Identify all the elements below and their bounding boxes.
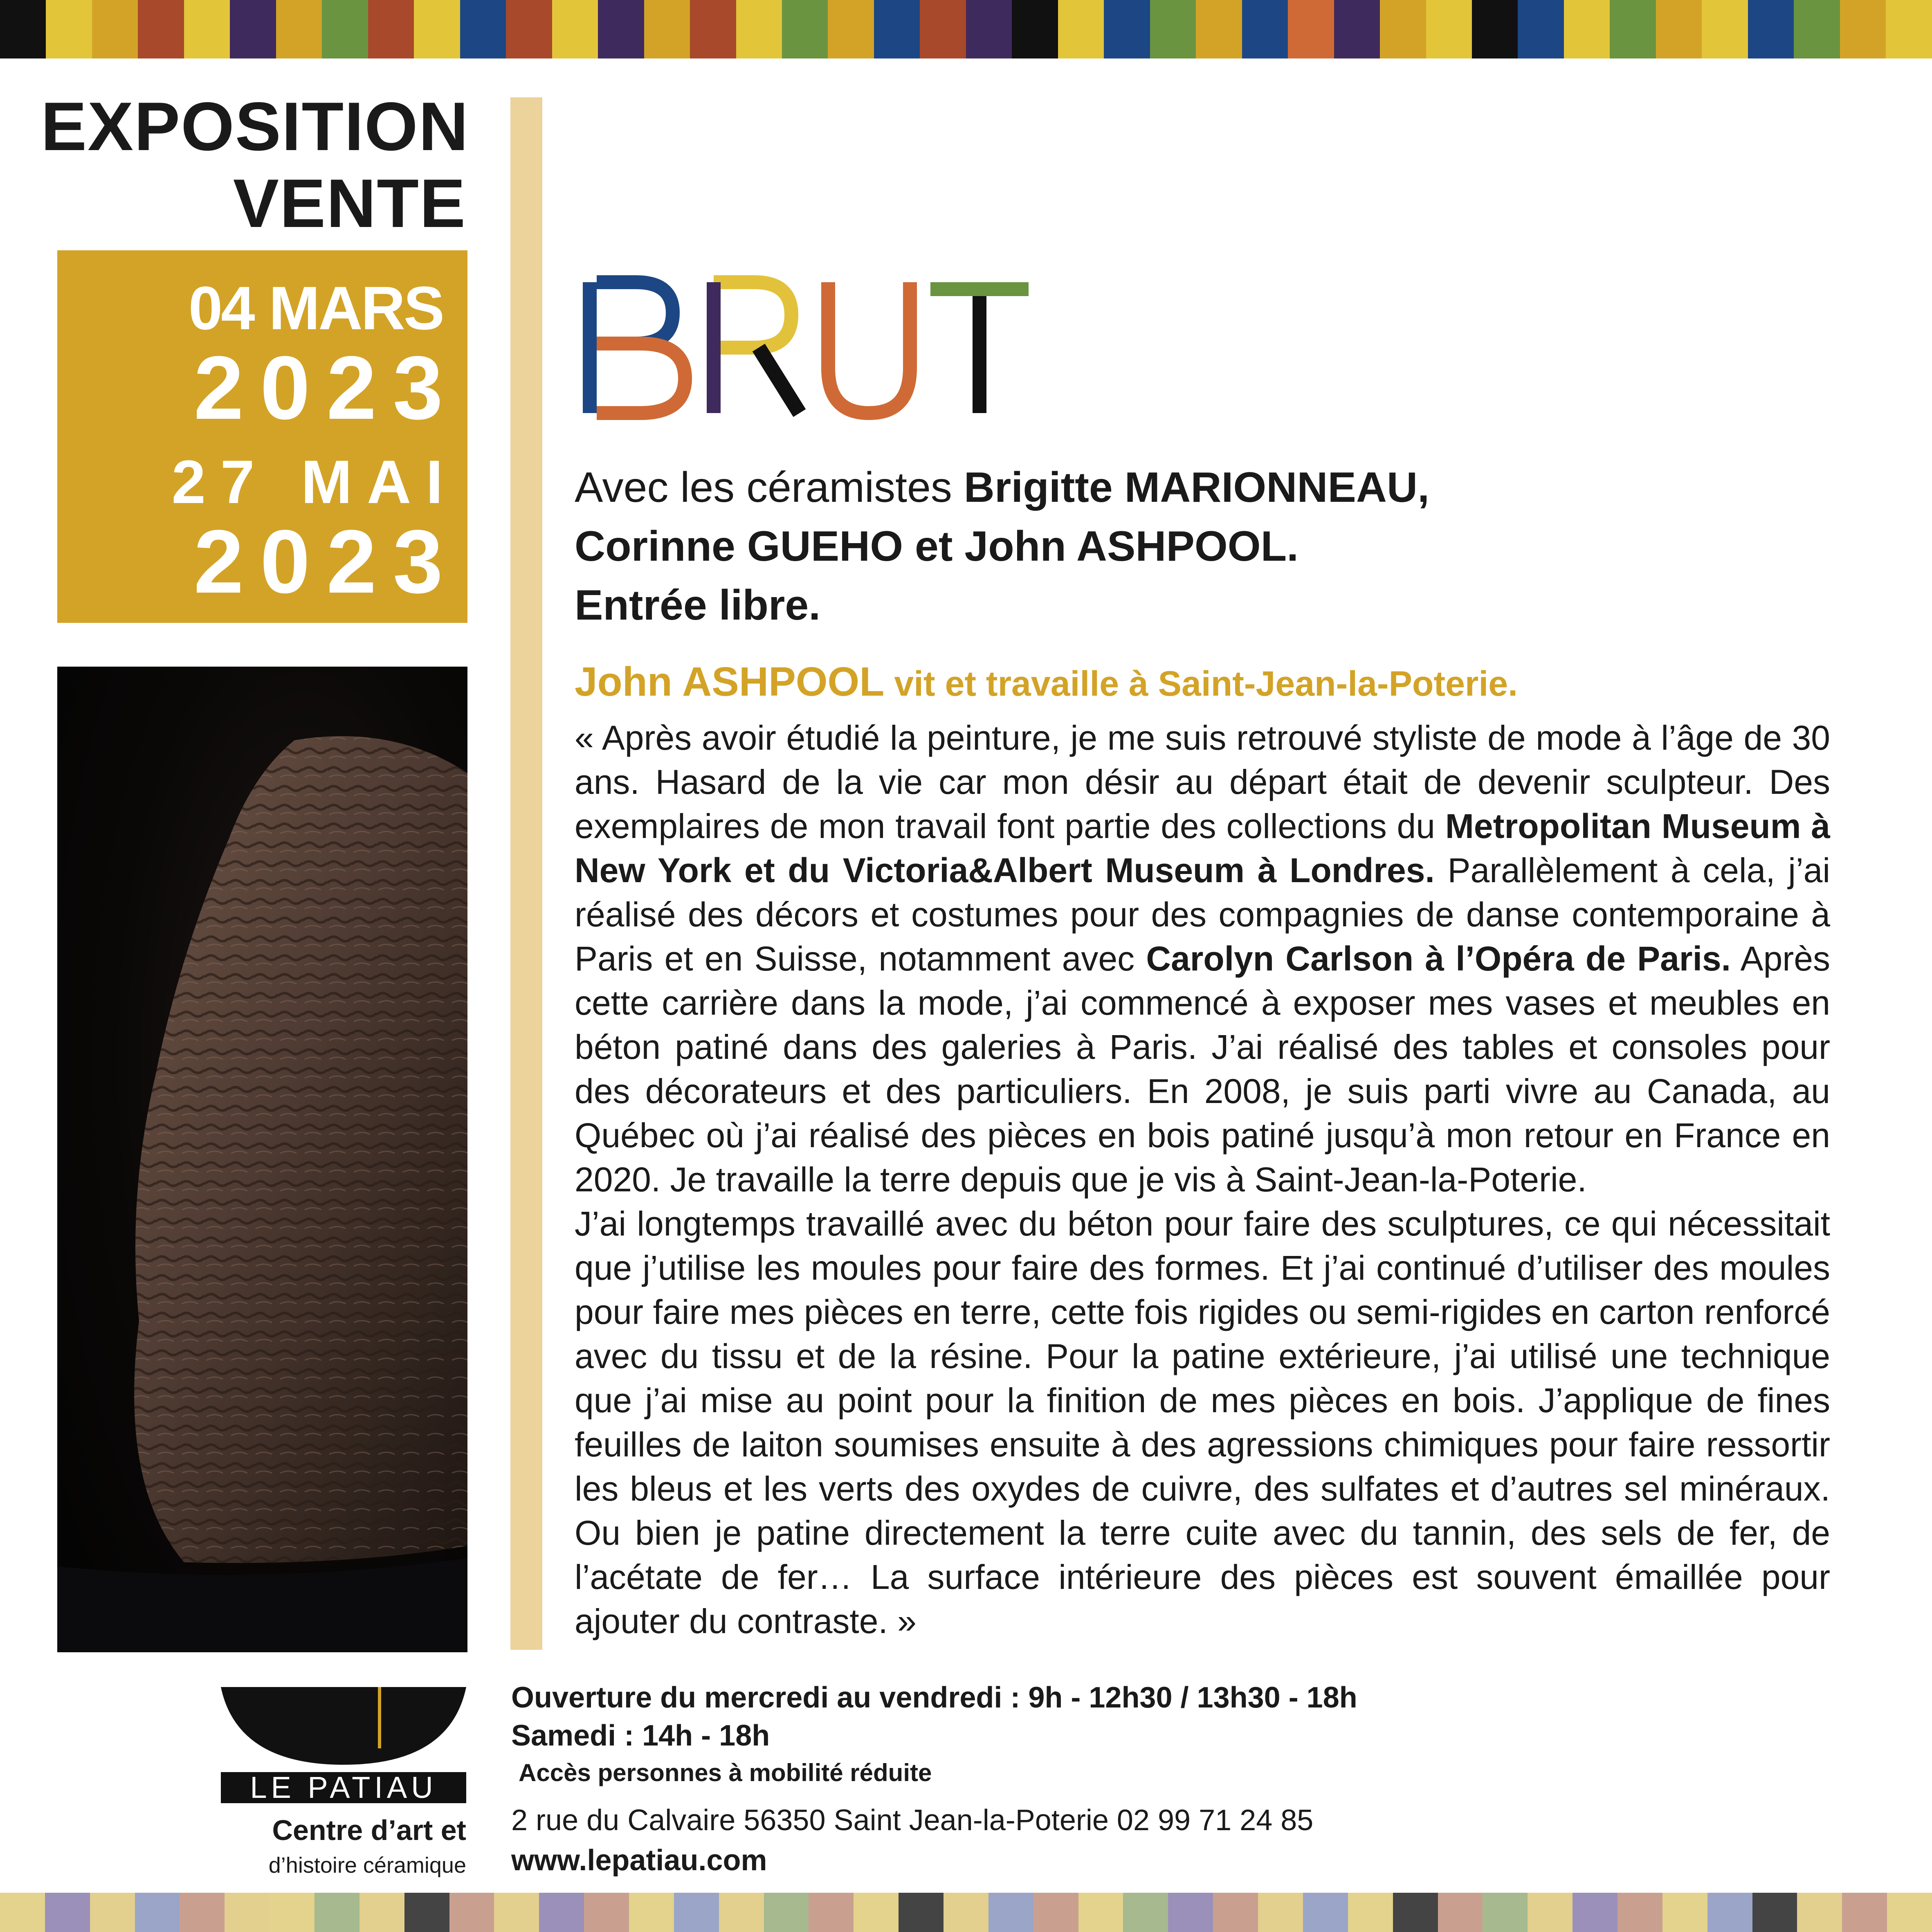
stripe-cell: [828, 0, 874, 58]
bio-p1-c: Parallèlement à cela, j’ai réalisé des décors et costumes pour des compagnies de danse contemporaine à Paris et en Suisse, notamment avec: [575, 851, 1830, 978]
stripe-cell: [1518, 0, 1564, 58]
stripe-cell: [539, 1893, 584, 1932]
sculpture-image: [57, 667, 467, 1652]
vertical-accent-bar: [510, 97, 542, 1650]
stripe-cell: [1842, 1893, 1887, 1932]
stripe-cell: [1617, 1893, 1662, 1932]
stripe-cell: [1483, 1893, 1528, 1932]
accessibility-note: Accès personnes à mobilité réduite: [519, 1759, 932, 1786]
stripe-cell: [225, 1893, 270, 1932]
exhibition-title-brut: [575, 274, 1033, 421]
opening-hours-saturday: Samedi : 14h - 18h: [511, 1719, 770, 1752]
stripe-cell: [1887, 1893, 1932, 1932]
stripe-cell: [368, 0, 414, 58]
stripe-cell: [180, 1893, 225, 1932]
stripe-cell: [598, 0, 644, 58]
end-year: 2023: [193, 511, 459, 612]
exposition-title-line2: VENTE: [233, 165, 466, 242]
stripe-cell: [1168, 1893, 1213, 1932]
stripe-cell: [690, 0, 736, 58]
stripe-cell: [1528, 1893, 1573, 1932]
address-phone: 2 rue du Calvaire 56350 Saint Jean-la-Poterie 02 99 71 24 85: [511, 1804, 1314, 1837]
stripe-cell: [1702, 0, 1748, 58]
stripe-cell: [1797, 1893, 1842, 1932]
stripe-cell: [988, 1893, 1033, 1932]
stripe-cell: [90, 1893, 135, 1932]
logo-subtitle-1: Centre d’art et: [272, 1814, 466, 1846]
stripe-cell: [1380, 0, 1426, 58]
intro-line1: [575, 458, 1842, 517]
stripe-cell: [1707, 1893, 1752, 1932]
stripe-cell: [1564, 0, 1610, 58]
stripe-cell: [460, 0, 506, 58]
stripe-cell: [46, 0, 92, 58]
exposition-title-line1: EXPOSITION: [41, 88, 469, 165]
stripe-cell: [414, 0, 460, 58]
stripe-cell: [552, 0, 598, 58]
stripe-cell: [1610, 0, 1656, 58]
website-link[interactable]: www.lepatiau.com: [511, 1844, 767, 1877]
stripe-cell: [854, 1893, 899, 1932]
stripe-cell: [1288, 0, 1334, 58]
stripe-cell: [1794, 0, 1840, 58]
stripe-cell: [322, 0, 368, 58]
stripe-cell: [1348, 1893, 1393, 1932]
stripe-cell: [966, 0, 1012, 58]
stripe-cell: [45, 1893, 90, 1932]
stripe-cell: [920, 0, 966, 58]
stripe-cell: [944, 1893, 988, 1932]
brut-letter-t: [926, 274, 1033, 421]
date-box: [57, 250, 467, 623]
stripe-cell: [506, 0, 552, 58]
stripe-cell: [1748, 0, 1794, 58]
stripe-cell: [629, 1893, 674, 1932]
stripe-cell: [135, 1893, 180, 1932]
artist-subhead: [575, 658, 1842, 705]
bottom-color-stripe: [0, 1893, 1932, 1932]
stripe-cell: [874, 0, 920, 58]
stripe-cell: [1033, 1893, 1078, 1932]
bio-p1-e: Après cette carrière dans la mode, j’ai commencé à exposer mes vases et meubles en béton patiné dans des galeries à Paris. J’ai réalisé des tables et consoles pour des décorateurs et des particuliers. En 2008, je suis parti vivre au Canada, au Québec où j’ai réalisé des pièces en bois patiné jusqu’à mon retour en France en 2020. Je travaille la terre depuis que je vis à Saint-Jean-la-Poterie.: [575, 939, 1830, 1199]
logo-name: LE PATIAU: [221, 1772, 466, 1803]
stripe-cell: [1886, 0, 1932, 58]
stripe-cell: [270, 1893, 315, 1932]
stripe-cell: [736, 0, 782, 58]
brut-letter-u: [812, 274, 926, 421]
stripe-cell: [315, 1893, 359, 1932]
stripe-cell: [449, 1893, 494, 1932]
stripe-cell: [1123, 1893, 1168, 1932]
stripe-cell: [674, 1893, 719, 1932]
stripe-cell: [404, 1893, 449, 1932]
stripe-cell: [719, 1893, 764, 1932]
stripe-cell: [1258, 1893, 1303, 1932]
stripe-cell: [644, 0, 690, 58]
stripe-cell: [276, 0, 322, 58]
le-patiau-logo: [221, 1687, 466, 1887]
end-date: 27 MAI: [171, 447, 458, 516]
stripe-cell: [184, 0, 230, 58]
artist-bio: [575, 716, 1830, 1643]
stripe-cell: [1840, 0, 1886, 58]
stripe-cell: [1058, 0, 1104, 58]
stripe-cell: [0, 1893, 45, 1932]
stripe-cell: [1334, 0, 1380, 58]
stripe-cell: [782, 0, 828, 58]
top-color-stripe: [0, 0, 1932, 58]
stripe-cell: [1213, 1893, 1258, 1932]
intro-entry: Entrée libre.: [575, 582, 821, 629]
stripe-cell: [1438, 1893, 1483, 1932]
stripe-cell: [0, 0, 46, 58]
start-date: 04 MARS: [188, 274, 443, 342]
stripe-cell: [1752, 1893, 1797, 1932]
stripe-cell: [1662, 1893, 1707, 1932]
stripe-cell: [359, 1893, 404, 1932]
intro-lead: Avec les céramistes: [575, 464, 964, 511]
stripe-cell: [1196, 0, 1242, 58]
stripe-cell: [1472, 0, 1518, 58]
bio-p1-a: « Après avoir étudié la peinture, je me suis retrouvé styliste de mode à l’âge de 30 ans. Hasard de la vie car mon désir au départ était de devenir sculpteur. Des exemplaires de mon travail font partie des collections du: [575, 719, 1830, 845]
stripe-cell: [1656, 0, 1702, 58]
stripe-cell: [899, 1893, 944, 1932]
intro-text: [575, 458, 1842, 635]
bio-p1-museums: Metropolitan Museum à New York et du Victoria&Albert Museum à Londres.: [575, 807, 1831, 890]
bio-paragraph-2: J’ai longtemps travaillé avec du béton pour faire des sculptures, ce qui nécessitait que j’utilise les moules pour faire des formes. Et j’ai continué d’utiliser des moules pour faire mes pièces en terre, cette fois rigides ou semi-rigides en carton renforcé avec du tissu et de la résine. Pour la patine extérieure, j’ai utilisé une technique que j’ai mise au point pour la finition de mes pièces en bois. J’applique de fines feuilles de laiton soumises ensuite à des agressions chimiques pour faire ressortir les bleus et les verts des oxydes de cuivre, des sulfates et d’autres sel minéraux. Ou bien je patine directement la terre cuite avec du tannin, des sels de fer, de l’acétate de fer… La surface intérieure des pièces est souvent émaillée pour ajouter du contraste. »: [575, 1204, 1830, 1640]
stripe-cell: [1078, 1893, 1123, 1932]
stripe-cell: [1393, 1893, 1438, 1932]
stripe-cell: [138, 0, 184, 58]
start-year: 2023: [193, 337, 459, 438]
artist-location: vit et travaille à Saint-Jean-la-Poterie.: [884, 664, 1518, 703]
stripe-cell: [1104, 0, 1150, 58]
brut-letter-b: [575, 274, 697, 421]
stripe-cell: [809, 1893, 854, 1932]
stripe-cell: [1573, 1893, 1617, 1932]
stripe-cell: [1242, 0, 1288, 58]
stripe-cell: [92, 0, 138, 58]
intro-artists-line2: Corinne GUEHO et John ASHPOOL.: [575, 523, 1299, 570]
opening-hours-week: Ouverture du mercredi au vendredi : 9h - 12h30 / 13h30 - 18h: [511, 1681, 1357, 1714]
sculpture-photo: [57, 667, 467, 1652]
bowl-logo-icon: [221, 1687, 466, 1765]
brut-letter-r: [697, 274, 812, 421]
stripe-cell: [584, 1893, 629, 1932]
bio-p1-carlson: Carolyn Carlson à l’Opéra de Paris.: [1146, 939, 1731, 978]
stripe-cell: [230, 0, 276, 58]
stripe-cell: [1426, 0, 1472, 58]
exposition-title: [41, 88, 469, 242]
intro-artists-line1: Brigitte MARIONNEAU,: [964, 464, 1429, 511]
artist-name: John ASHPOOL: [575, 659, 885, 705]
stripe-cell: [1303, 1893, 1348, 1932]
stripe-cell: [494, 1893, 539, 1932]
bio-paragraph-1: [575, 716, 1830, 1202]
stripe-cell: [1150, 0, 1196, 58]
stripe-cell: [1012, 0, 1058, 58]
logo-subtitle-2: d’histoire céramique: [268, 1853, 466, 1878]
stripe-cell: [764, 1893, 809, 1932]
